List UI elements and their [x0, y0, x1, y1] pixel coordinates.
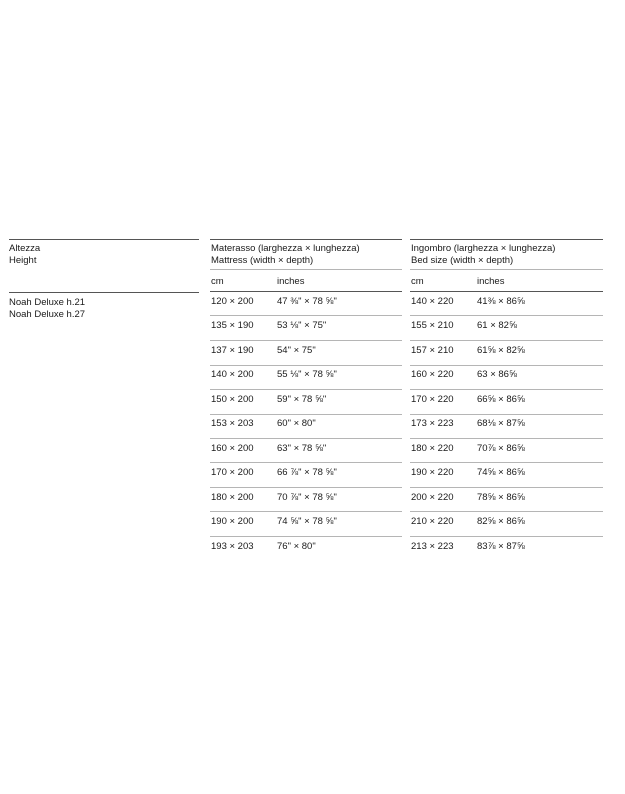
mattress-cm-cell: 170 × 200	[211, 467, 254, 478]
bed-size-cm-cell: 213 × 223	[411, 541, 454, 552]
table-row-rule	[210, 365, 402, 366]
mattress-cm-cell: 160 × 200	[211, 443, 254, 454]
table-row-rule	[410, 462, 603, 463]
table-row-rule	[210, 315, 402, 316]
table-row-rule	[210, 438, 402, 439]
mattress-inches-cell: 47 ⅜" × 78 ⅝"	[277, 296, 337, 307]
mattress-header-en: Mattress (width × depth)	[211, 255, 314, 266]
mattress-inches-cell: 70 ⅞" × 78 ⅝"	[277, 492, 337, 503]
mattress-cm-cell: 153 × 203	[211, 418, 254, 429]
bed-size-cm-cell: 210 × 220	[411, 516, 454, 527]
bed-size-inches-cell: 83⅞ × 87⅝	[477, 541, 525, 552]
table-row-rule	[410, 414, 603, 415]
table-row-rule	[410, 315, 603, 316]
bed-size-inches-cell: 63 × 86⅝	[477, 369, 517, 380]
table-row-rule	[210, 511, 402, 512]
table-row-rule	[210, 536, 402, 537]
mattress-inches-cell: 74 ⅝" × 78 ⅝"	[277, 516, 337, 527]
bed-size-cm-cell: 157 × 210	[411, 345, 454, 356]
mattress-header-it: Materasso (larghezza × lunghezza)	[211, 243, 360, 254]
mattress-inches-cell: 66 ⅞" × 78 ⅝"	[277, 467, 337, 478]
mattress-inches-cell: 76" × 80"	[277, 541, 316, 552]
mattress-unit-cm: cm	[211, 276, 224, 287]
mattress-cm-cell: 137 × 190	[211, 345, 254, 356]
mattress-inches-cell: 55 ⅛" × 78 ⅝"	[277, 369, 337, 380]
bed-size-cm-cell: 200 × 220	[411, 492, 454, 503]
mattress-inches-cell: 54" × 75"	[277, 345, 316, 356]
mattress-unit-inches: inches	[277, 276, 305, 287]
mattress-cm-cell: 190 × 200	[211, 516, 254, 527]
bed-size-cm-cell: 190 × 220	[411, 467, 454, 478]
table-row-rule	[210, 414, 402, 415]
mattress-inches-cell: 53 ⅛" × 75"	[277, 320, 327, 331]
bed-size-cm-cell: 140 × 220	[411, 296, 454, 307]
height-models-rule	[9, 292, 199, 293]
mattress-inches-cell: 63" × 78 ⅝"	[277, 443, 327, 454]
table-row-rule	[410, 291, 603, 292]
table-row-rule	[410, 438, 603, 439]
bed-size-inches-cell: 61⅝ × 82⅝	[477, 345, 525, 356]
bed-size-cm-cell: 155 × 210	[411, 320, 454, 331]
mattress-inches-cell: 59" × 78 ⅝"	[277, 394, 327, 405]
mattress-cm-cell: 135 × 190	[211, 320, 254, 331]
table-row-rule	[410, 536, 603, 537]
table-row-rule	[410, 389, 603, 390]
mattress-cm-cell: 150 × 200	[211, 394, 254, 405]
model-name: Noah Deluxe h.27	[9, 309, 86, 320]
bed-size-header-it: Ingombro (larghezza × lunghezza)	[411, 243, 556, 254]
mattress-inches-cell: 60" × 80"	[277, 418, 316, 429]
bed-size-inches-cell: 74⅝ × 86⅝	[477, 467, 525, 478]
model-name: Noah Deluxe h.21	[9, 297, 86, 308]
mattress-cm-cell: 140 × 200	[211, 369, 254, 380]
bed-size-units-rule	[410, 269, 603, 270]
table-row-rule	[210, 340, 402, 341]
table-row-rule	[410, 511, 603, 512]
mattress-cm-cell: 180 × 200	[211, 492, 254, 503]
bed-size-unit-cm: cm	[411, 276, 424, 287]
table-row-rule	[410, 340, 603, 341]
bed-size-cm-cell: 160 × 220	[411, 369, 454, 380]
bed-size-inches-cell: 68⅛ × 87⅝	[477, 418, 525, 429]
mattress-cm-cell: 193 × 203	[211, 541, 254, 552]
bed-size-header-rule	[410, 239, 603, 240]
height-header-en: Height	[9, 255, 37, 266]
table-row-rule	[210, 291, 402, 292]
table-row-rule	[210, 389, 402, 390]
bed-size-inches-cell: 82⅝ × 86⅝	[477, 516, 525, 527]
mattress-cm-cell: 120 × 200	[211, 296, 254, 307]
mattress-header-rule	[210, 239, 402, 240]
bed-size-inches-cell: 41⅜ × 86⅝	[477, 296, 525, 307]
bed-size-header-en: Bed size (width × depth)	[411, 255, 514, 266]
table-row-rule	[210, 487, 402, 488]
table-row-rule	[410, 487, 603, 488]
bed-size-cm-cell: 173 × 223	[411, 418, 454, 429]
bed-size-inches-cell: 78⅝ × 86⅝	[477, 492, 525, 503]
table-row-rule	[210, 462, 402, 463]
bed-size-cm-cell: 180 × 220	[411, 443, 454, 454]
table-row-rule	[410, 365, 603, 366]
mattress-units-rule	[210, 269, 402, 270]
bed-size-inches-cell: 70⅞ × 86⅝	[477, 443, 525, 454]
bed-size-unit-inches: inches	[477, 276, 505, 287]
bed-size-inches-cell: 61 × 82⅝	[477, 320, 517, 331]
height-header-it: Altezza	[9, 243, 41, 254]
bed-size-cm-cell: 170 × 220	[411, 394, 454, 405]
height-header-rule	[9, 239, 199, 240]
bed-size-inches-cell: 66⅝ × 86⅝	[477, 394, 525, 405]
